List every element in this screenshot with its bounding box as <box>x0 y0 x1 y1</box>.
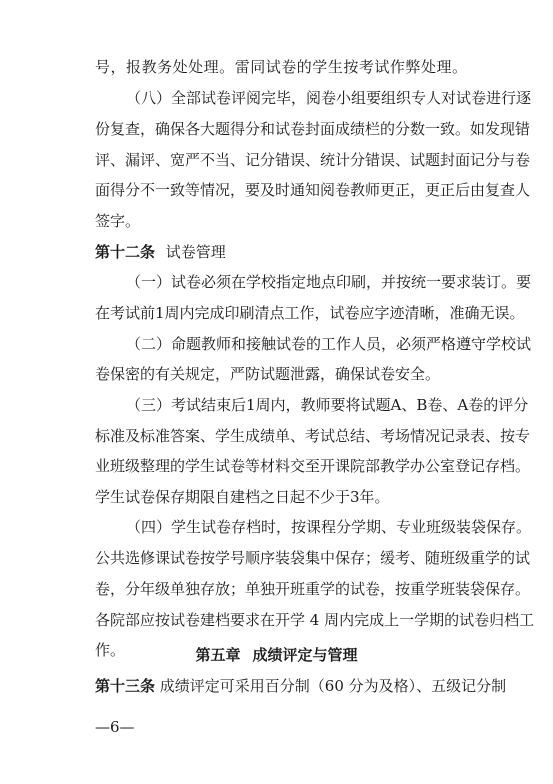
text-line: 作。 <box>95 641 126 659</box>
article-text: 成绩评定可采用百分制（60 分为及格）、五级记分制 <box>159 677 507 695</box>
text-line: 评、漏评、宽严不当、记分错误、统计分错误、试题封面记分与卷 <box>95 151 531 169</box>
text-line: 在考试前1周内完成印刷清点工作，试卷应字迹清晰，准确无误。 <box>95 304 525 322</box>
text-line: 标准及标准答案、学生成绩单、考试总结、考场情况记录表、按专 <box>95 427 531 445</box>
chapter-number: 第五章 <box>195 646 241 664</box>
text-line: 公共选修课试卷按学号顺序装袋集中保存；缓考、随班级重学的试 <box>95 549 531 567</box>
text-line: 各院部应按试卷建档要求在开学 4 周内完成上一学期的试卷归档工 <box>95 611 535 629</box>
text-line: 号，报教务处处理。雷同试卷的学生按考试作弊处理。 <box>95 58 467 76</box>
text-line: 业班级整理的学生试卷等材料交至开课院部教学办公室登记存档。 <box>95 457 531 475</box>
text-line: 学生试卷保存期限自建档之日起不少于3年。 <box>95 488 390 506</box>
text-line: （三）考试结束后1周内，教师要将试题A、B卷、A卷的评分 <box>126 396 529 414</box>
article-title: 试卷管理 <box>165 243 226 261</box>
text-line: （二）命题教师和接触试卷的工作人员，必须严格遵守学校试 <box>126 335 532 353</box>
text-line: 签字。 <box>95 212 141 230</box>
article-label: 第十三条 <box>95 677 156 695</box>
text-line: 面得分不一致等情况，要及时通知阅卷教师更正，更正后由复查人 <box>95 181 531 199</box>
article-label: 第十二条 <box>95 243 156 261</box>
text-line: （四）学生试卷存档时，按课程分学期、专业班级装袋保存。 <box>126 518 532 536</box>
text-line: 份复查，确保各大题得分和试卷封面成绩栏的分数一致。如发现错 <box>95 120 531 138</box>
page-number: —6— <box>95 718 135 736</box>
text-line: （一）试卷必须在学校指定地点印刷，并按统一要求装订。要 <box>126 273 532 291</box>
text-line: 卷，分年级单独存放；单独开班重学的试卷，按重学班装袋保存。 <box>95 580 531 598</box>
chapter-heading <box>0 640 553 670</box>
text-line: （八）全部试卷评阅完毕，阅卷小组要组织专人对试卷进行逐 <box>126 89 532 107</box>
article-heading <box>95 237 467 267</box>
text-line: 卷保密的有关规定，严防试题泄露，确保试卷安全。 <box>95 365 441 383</box>
article-heading <box>95 671 507 701</box>
chapter-title: 成绩评定与管理 <box>252 646 358 664</box>
